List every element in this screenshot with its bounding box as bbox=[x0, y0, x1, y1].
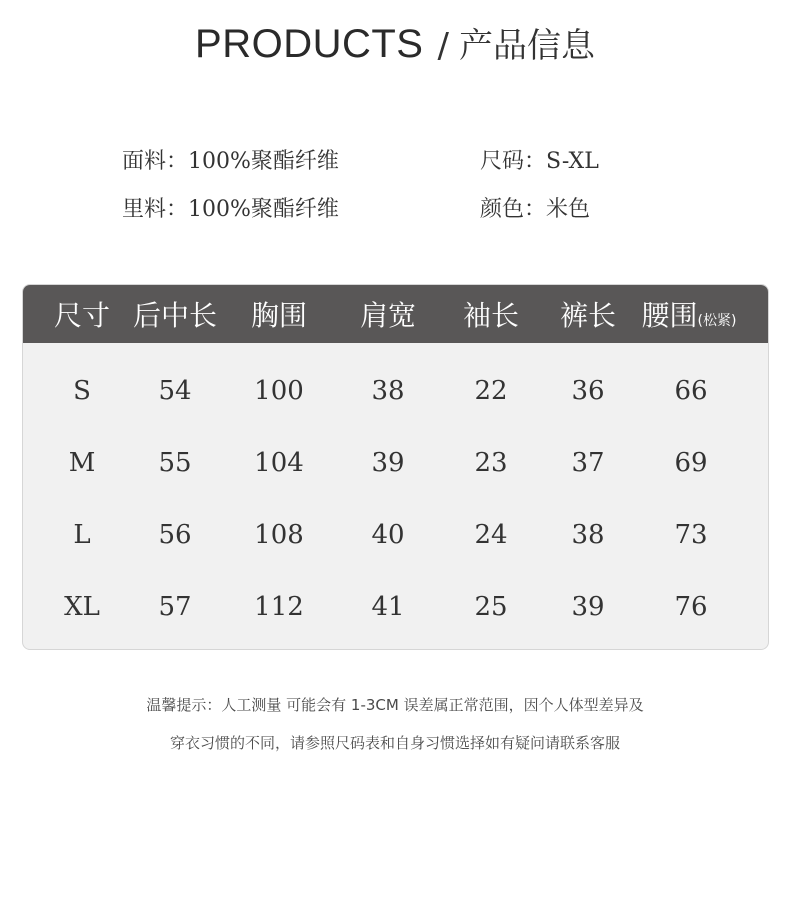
size-table bbox=[22, 284, 769, 650]
table-cell: 36 bbox=[571, 376, 605, 406]
waist-elastic-note: (松紧) bbox=[697, 313, 737, 329]
table-cell: 69 bbox=[674, 448, 708, 478]
spec-color bbox=[480, 192, 590, 223]
table-cell: 54 bbox=[158, 376, 192, 406]
page-title bbox=[0, 18, 790, 67]
spec-lining-label: 里料 ： bbox=[122, 197, 188, 222]
table-cell: 100 bbox=[254, 376, 304, 406]
table-cell: 25 bbox=[474, 592, 508, 622]
table-cell: 55 bbox=[158, 448, 192, 478]
table-cell: 38 bbox=[371, 376, 405, 406]
table-cell: 38 bbox=[571, 520, 605, 550]
table-cell: M bbox=[68, 448, 96, 478]
title-english: PRODUCTS bbox=[195, 22, 424, 66]
spec-fabric bbox=[122, 144, 339, 175]
table-cell: 40 bbox=[371, 520, 405, 550]
spec-size bbox=[480, 144, 599, 175]
spec-fabric-value: 100%聚酯纤维 bbox=[188, 149, 339, 174]
table-row bbox=[23, 499, 768, 571]
column-header-shoulder: 肩宽 bbox=[359, 299, 417, 332]
column-header-length: 后中长 bbox=[132, 299, 218, 332]
table-cell: 76 bbox=[674, 592, 708, 622]
table-cell: 57 bbox=[158, 592, 192, 622]
spec-color-label: 颜色 ： bbox=[480, 197, 546, 222]
column-header-waist bbox=[642, 285, 737, 343]
table-cell: 37 bbox=[571, 448, 605, 478]
table-row bbox=[23, 571, 768, 643]
column-header-chest: 胸围 bbox=[250, 299, 308, 332]
table-cell: 22 bbox=[474, 376, 508, 406]
table-cell: 104 bbox=[254, 448, 304, 478]
table-cell: XL bbox=[64, 592, 100, 622]
column-header-size: 尺寸 bbox=[53, 299, 111, 332]
table-cell: 73 bbox=[674, 520, 708, 550]
table-cell: 23 bbox=[474, 448, 508, 478]
table-cell: 24 bbox=[474, 520, 508, 550]
table-row bbox=[23, 427, 768, 499]
notice-line-2: 穿衣习惯的不同，请参照尺码表和自身习惯选择如有疑问请联系客服 bbox=[169, 734, 620, 752]
title-chinese: 产品信息 bbox=[458, 26, 595, 66]
table-cell: 39 bbox=[571, 592, 605, 622]
table-cell: 112 bbox=[254, 592, 304, 622]
table-cell: L bbox=[73, 520, 91, 550]
size-table-header bbox=[23, 285, 768, 343]
spec-color-value: 米色 bbox=[546, 197, 591, 222]
table-cell: 41 bbox=[371, 592, 405, 622]
spec-size-label: 尺码 ： bbox=[480, 149, 546, 174]
table-row bbox=[23, 355, 768, 427]
spec-lining bbox=[122, 192, 339, 223]
table-cell: S bbox=[73, 376, 91, 406]
table-cell: 108 bbox=[254, 520, 304, 550]
spec-size-value: S-XL bbox=[546, 149, 599, 174]
notice-line-1: 温馨提示：人工测量 可能会有 1-3CM 误差属正常范围，因个人体型差异及 bbox=[146, 696, 644, 714]
title-separator: / bbox=[437, 26, 449, 66]
table-cell: 56 bbox=[158, 520, 192, 550]
spec-lining-value: 100%聚酯纤维 bbox=[188, 197, 339, 222]
table-cell: 39 bbox=[371, 448, 405, 478]
column-header-waist-label: 腰围 bbox=[641, 299, 698, 332]
column-header-sleeve: 袖长 bbox=[462, 299, 520, 332]
table-cell: 66 bbox=[674, 376, 708, 406]
column-header-pants: 裤长 bbox=[559, 299, 617, 332]
spec-fabric-label: 面料 ： bbox=[122, 149, 188, 174]
